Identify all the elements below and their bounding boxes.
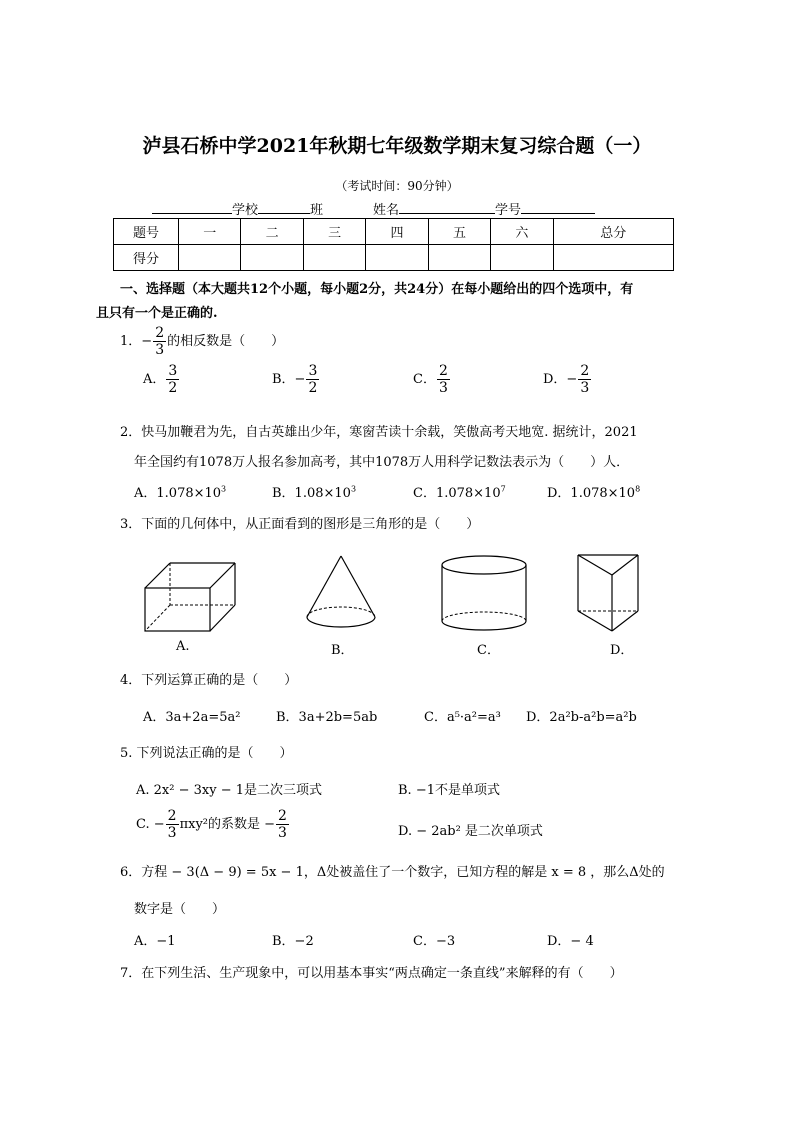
- fraction: [578, 363, 591, 396]
- figure-label-c: C．: [477, 643, 500, 658]
- numerator: 2: [278, 808, 287, 824]
- cylinder-figure: [438, 553, 530, 635]
- exponent: 7: [500, 484, 506, 494]
- score-cell[interactable]: [241, 245, 303, 271]
- fraction: [153, 325, 166, 358]
- school-blank[interactable]: [152, 201, 232, 214]
- name-label: 姓名: [373, 203, 400, 218]
- table-header-cell: 五: [428, 219, 490, 245]
- question-2-option-b[interactable]: [272, 482, 356, 501]
- question-4-option-b[interactable]: B．3a+2b=5ab: [276, 710, 378, 725]
- table-header-cell: 一: [179, 219, 241, 245]
- question-2-line2: 年全国约有1078万人报名参加高考，其中1078万人用科学记数法表示为（ ）人．: [134, 455, 630, 470]
- numerator: 3: [168, 363, 178, 379]
- question-3-stem: 3．下面的几何体中，从正面看到的图形是三角形的是（ ）: [120, 517, 480, 532]
- option-label: C．: [413, 372, 436, 387]
- question-2-option-d[interactable]: [547, 482, 640, 501]
- class-label: 班: [310, 203, 324, 218]
- question-6-option-d[interactable]: D．− 4: [547, 934, 594, 949]
- numerator: 2: [580, 363, 590, 379]
- question-4-stem: 4．下列运算正确的是（ ）: [120, 673, 298, 688]
- numerator: 2: [155, 325, 165, 341]
- question-6-line2: 数字是（ ）: [134, 902, 226, 917]
- denominator: 3: [167, 825, 177, 841]
- score-table: [113, 218, 674, 271]
- figure-label-d: D．: [610, 643, 634, 658]
- question-2-line1: 2．快马加鞭君为先，自古英雄出少年，寒窗苦读十余载，笑傲高考天地宽. 据统计，2021: [120, 425, 638, 440]
- question-4-option-d[interactable]: D．2a²b-a²b=a²b: [526, 710, 637, 725]
- score-cell[interactable]: [303, 245, 365, 271]
- question-6-option-b[interactable]: B．−2: [272, 934, 314, 949]
- fraction: [166, 808, 179, 841]
- stem-text: 的相反数是（ ）: [167, 334, 285, 349]
- score-row-label: 得分: [114, 245, 179, 271]
- score-cell[interactable]: [428, 245, 490, 271]
- triangular-prism-figure: [574, 551, 644, 635]
- id-label: 学号: [495, 203, 522, 218]
- student-info-line: [152, 199, 595, 218]
- question-1-option-d[interactable]: [543, 363, 592, 396]
- score-cell[interactable]: [179, 245, 241, 271]
- table-header-cell: 二: [241, 219, 303, 245]
- numerator: 2: [438, 363, 448, 379]
- denominator: 3: [438, 380, 448, 396]
- option-label: C. −: [136, 817, 165, 832]
- id-blank[interactable]: [521, 201, 595, 214]
- section-heading-line2: 且只有一个是正确的.: [96, 306, 218, 321]
- table-header-cell: 三: [303, 219, 365, 245]
- score-table-header-row: [114, 219, 674, 245]
- section-heading-line1: 一、选择题（本大题共12个小题，每小题2分，共24分）在每小题给出的四个选项中，有: [120, 282, 634, 297]
- option-label: A．: [143, 372, 166, 387]
- denominator: 3: [580, 380, 590, 396]
- table-header-cell: 题号: [114, 219, 179, 245]
- page-title: 泸县石桥中学2021年秋期七年级数学期末复习综合题（一）: [142, 135, 652, 157]
- option-text: C．1.078×10: [413, 486, 501, 501]
- fraction: [166, 363, 179, 396]
- numerator: 3: [308, 363, 318, 379]
- denominator: 3: [155, 342, 165, 358]
- cube-figure: [140, 555, 240, 637]
- table-header-cell: 六: [491, 219, 553, 245]
- question-5-stem: 5. 下列说法正确的是（ ）: [120, 746, 293, 761]
- score-table-score-row: [114, 245, 674, 271]
- score-cell[interactable]: [553, 245, 673, 271]
- table-header-cell: 四: [366, 219, 428, 245]
- score-cell[interactable]: [491, 245, 553, 271]
- question-4-option-a[interactable]: A．3a+2a=5a²: [143, 710, 241, 725]
- question-1-option-c[interactable]: [413, 363, 451, 396]
- name-blank[interactable]: [399, 201, 495, 214]
- fraction: [306, 363, 319, 396]
- exam-time: （考试时间：90分钟）: [335, 179, 459, 193]
- question-1-stem: [120, 325, 284, 358]
- cone-figure: [303, 553, 379, 633]
- denominator: 2: [308, 380, 318, 396]
- question-2-option-c[interactable]: [413, 482, 506, 501]
- score-cell[interactable]: [366, 245, 428, 271]
- minus-sign: −: [141, 334, 153, 349]
- option-text: D．1.078×10: [547, 486, 636, 501]
- numerator: 2: [167, 808, 177, 824]
- question-5-option-b[interactable]: B. −1不是单项式: [398, 783, 500, 798]
- question-6-option-c[interactable]: C．−3: [413, 934, 456, 949]
- option-text: πxy²的系数是 −: [179, 817, 276, 832]
- option-text: A．1.078×10: [134, 486, 222, 501]
- question-7-stem: 7．在下列生活、生产现象中，可以用基本事实“两点确定一条直线”来解释的有（ ）: [120, 966, 623, 981]
- figure-label-a: A.: [176, 639, 190, 654]
- question-6-line1: 6．方程 − 3(Δ − 9) = 5x − 1，Δ处被盖住了一个数字，已知方程的解是 x = 8 ，那么Δ处的: [120, 865, 665, 880]
- question-5-option-a[interactable]: A. 2x² − 3xy − 1是二次三项式: [136, 783, 322, 798]
- denominator: 3: [278, 825, 287, 841]
- fraction: [276, 808, 289, 841]
- exponent: 3: [350, 484, 357, 494]
- school-label: 学校: [232, 203, 259, 218]
- question-1-option-b[interactable]: [272, 363, 320, 396]
- fraction: [437, 363, 450, 396]
- question-1-option-a[interactable]: [143, 363, 180, 396]
- figure-label-b: B．: [331, 643, 354, 658]
- question-number: 1．: [120, 334, 142, 349]
- denominator: 2: [168, 380, 178, 396]
- class-blank[interactable]: [258, 201, 310, 214]
- table-header-cell: 总分: [553, 219, 673, 245]
- option-text: B．1.08×10: [272, 486, 351, 501]
- question-4-option-c[interactable]: C．a⁵·a²=a³: [424, 710, 501, 725]
- option-label: D．−: [543, 372, 578, 387]
- question-2-option-a[interactable]: [134, 482, 226, 501]
- question-5-option-d[interactable]: D. − 2ab² 是二次单项式: [398, 824, 543, 839]
- exponent: 8: [635, 484, 641, 494]
- question-5-option-c[interactable]: [136, 808, 290, 841]
- exponent: 3: [221, 484, 227, 494]
- option-label: B．−: [272, 372, 306, 387]
- question-6-option-a[interactable]: A．−1: [134, 934, 176, 949]
